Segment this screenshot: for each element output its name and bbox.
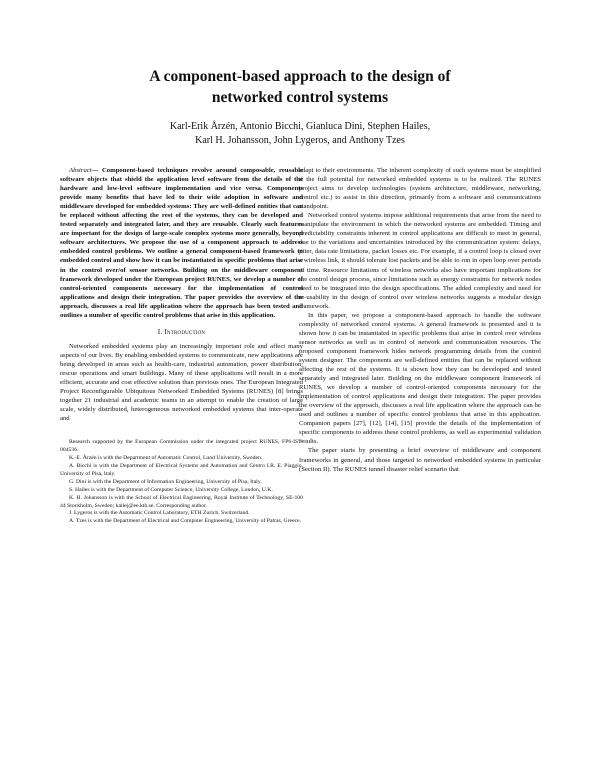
- footnote: A. Tzes is with the Department of Electrical and Computer Engineering, University of Patras, Greece.: [69, 518, 302, 525]
- section-title: Introduction: [164, 327, 206, 336]
- footnotes: [60, 439, 303, 526]
- left-column: [60, 166, 303, 526]
- body-paragraph: Networked control systems impose additional requirements that arise from the need to manipulate the environment in which the networked systems are embedded. Timing and predictability constraints inherent in control applications are difficult to meet in general, due to the variations and uncertainties introduced by the communication system: delays, jitter, data rate limitations, packet losses etc. For example, if a control loop is closed over a wireless link, it should tolerate lost packets and be able to run in open loop over periods of time. Resource limitations of wireless networks also have important implications for the control design process, since limitations such as energy constraints for network nodes need to be integrated into the design specifications. The added complexity and need for re-usability in the design of control over wireless networks suggests a modular design framework.: [299, 212, 541, 310]
- title-line-2: networked control systems: [211, 89, 389, 106]
- footnote: K. H. Johansson is with the School of Electrical Engineering, Royal Institute of Technology, SE-100 44 Stockholm, Sweden; kallej@ee.kth.se. Corresponding author.: [60, 494, 303, 509]
- body-paragraph: adapt to their environments. The inherent complexity of such systems must be simplified if the full potential for networked embedded systems is to be realized. The RUNES project aims to develop technologies (system architecture, middleware, networking, control etc.) to assist in this direction, primarily from a software and communications standpoint.: [299, 167, 541, 211]
- section-numeral: I.: [157, 327, 163, 336]
- right-column: [299, 166, 541, 474]
- abstract-text: — Component-based techniques revolve around composable, reusable software objects that shield the application level software from the details of the hardware and low-level software implementation and vice versa. Components provide many benefits that have led to their wide adoption in software and middleware developed for embedded systems: They are well-defined entities that can be replaced without affecting the rest of the systems, they can be developed and tested separately and integrated later, and they are reusable. Clearly such features are important for the design of large-scale complex systems more generally, beyond software architectures. We propose the use of a component approach to address embedded control problems. We outline a general component-based framework to embedded control and show how it can be instantiated in specific problems that arise in the control over/of sensor networks. Building on the middleware component framework developed under the European project RUNES, we develop a number of control-oriented components necessary for the implementation of control applications and design their integration. The paper provides the overview of the approach, discusses a real life application where the approach has been tested and outlines a number of specific control problems that arise in this application.: [60, 167, 303, 319]
- footnote: Research supported by the European Commission under the integrated project RUNES, FP6-IST-004536.: [60, 439, 303, 454]
- intro-paragraph: Networked embedded systems play an increasingly important role and affect many aspects of our lives. By enabling embedded systems to communicate, new applications are being developed in areas such as health-care, industrial automation, power distribution, rescue operations and smart buildings. Many of these applications will result in a more efficient, accurate and cost effective solution than previous ones. The European Integrated Project Reconfigurable Ubiquitous Networked Embedded Systems (RUNES) [8] brings together 21 industrial and academic teams in an attempt to enable the creation of large scale, widely distributed, heterogeneous networked embedded systems that inter-operate and: [60, 342, 303, 423]
- authors-line-2: Karl H. Johansson, John Lygeros, and Anthony Tzes: [195, 135, 405, 146]
- title-line-1: A component-based approach to the design of: [149, 68, 451, 85]
- author-list: [0, 120, 600, 148]
- abstract: [60, 166, 303, 320]
- footnote: J. Lygeros is with the Automatic Control Laboratory, ETH Zurich, Switzerland.: [69, 510, 250, 517]
- paper-title: [0, 66, 600, 108]
- footnote: K.-E. Årzén is with the Department of Automatic Control, Lund University, Sweden.: [69, 455, 263, 462]
- section-heading-introduction: [60, 328, 303, 337]
- footnote: S. Hailes is with the Department of Computer Science, University College, London, U.K.: [69, 486, 273, 493]
- footnote: A. Bicchi is with the Department of Electrical Systems and Automation and Centro I.R. E. Piaggio, University of Pisa, Italy.: [60, 462, 303, 477]
- abstract-lead: Abstract: [69, 167, 92, 174]
- body-paragraph: The paper starts by presenting a brief overview of middleware and component frameworks in general, and those targeted to networked embedded systems in particular (Section II). The RUNES tunnel disaster relief scenario that: [299, 447, 541, 473]
- body-paragraph: In this paper, we propose a component-based approach to handle the software complexity of networked control systems. A general framework is presented and it is shown how it can be instantiated in specific problems that arise in control over wireless sensor networks as well as in control of network and communication resources. The proposed component framework hides network programming details from the control system designer. The components are well-defined entities that can be replaced without affecting the rest of the systems. It is shown how they can be developed and tested separately and integrated later. Building on the middleware component framework of RUNES, we develop a number of control-oriented components necessary for the implementation of control applications and design their integration. The paper provides the overview of the approach, discusses a real life application where the approach can be used and outlines a number of specific control problems that arise in this application. Companion papers [27], [12], [14], [15] provide the details of the implementation of specific components to address these control problems, as well as experimental validation results.: [299, 311, 541, 446]
- footnote: G. Dini is with the Department of Information Engineering, University of Pisa, Italy.: [69, 478, 262, 485]
- authors-line-1: Karl-Erik Årzén, Antonio Bicchi, Gianluca Dini, Stephen Hailes,: [169, 121, 431, 132]
